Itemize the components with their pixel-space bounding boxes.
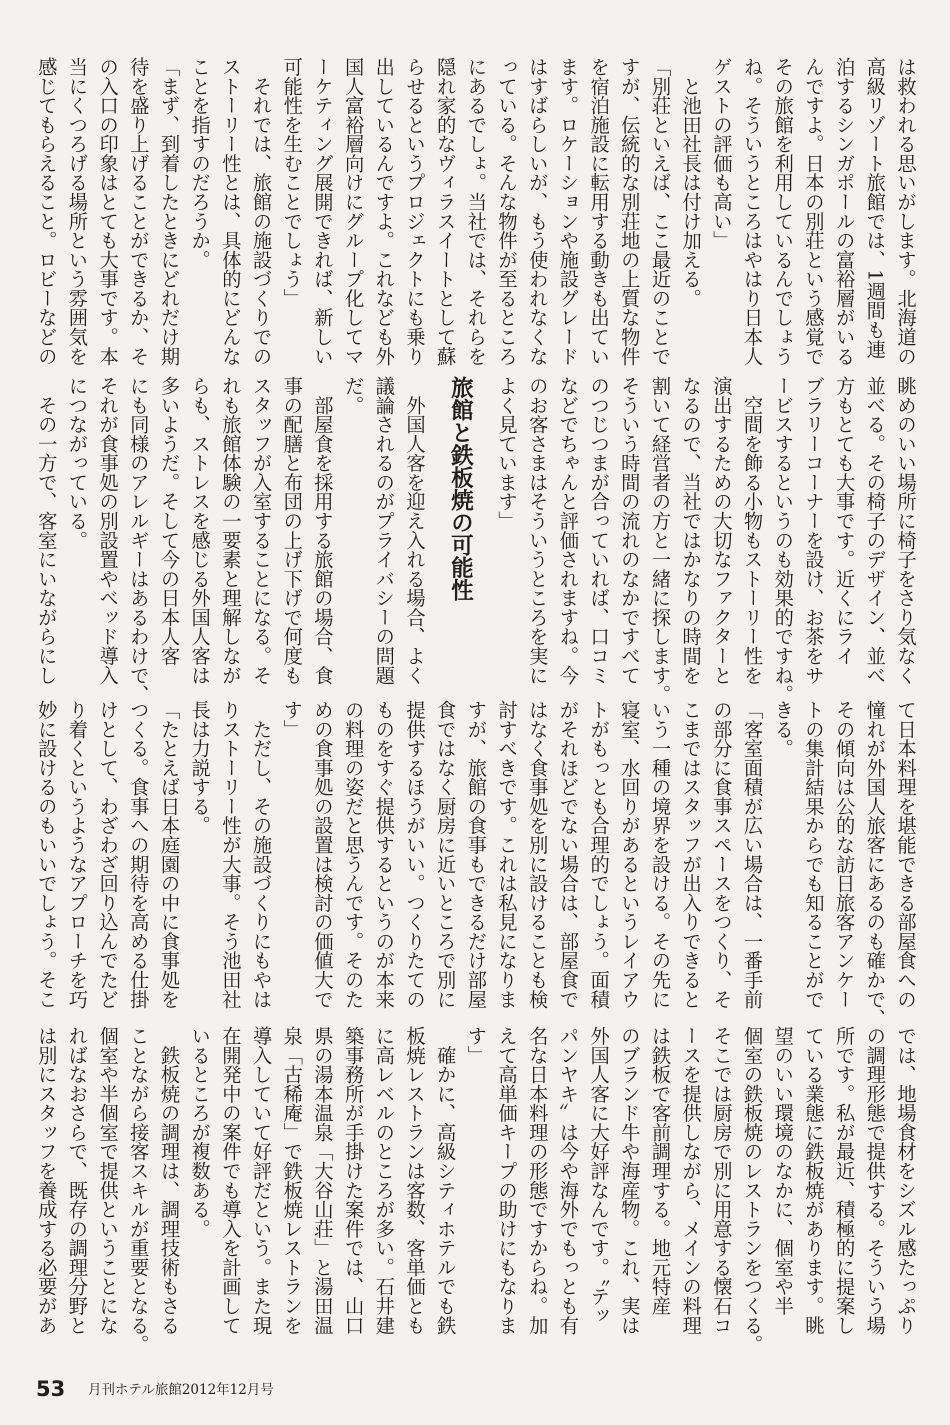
text-column: めの食事処の設置は検討の価値大で <box>310 700 334 1009</box>
text-column: すが、伝統的な別荘地の上質な物件 <box>617 57 641 366</box>
text-column: はすばらしいが、もう使われなくな <box>525 57 549 366</box>
text-column: よく見ています」 <box>495 376 519 531</box>
text-column: こまではスタッフが出入りできると <box>679 700 703 1009</box>
text-column: にも同様のアレルギーはあるわけで、 <box>126 376 150 704</box>
text-column: などでちゃんと評価されますね。今 <box>556 376 580 685</box>
text-column: はなく食事処を別に設けることも検 <box>525 700 549 1009</box>
text-column: 憧れが外国人旅客にあるのも確かで、 <box>863 700 887 1028</box>
text-column: す」 <box>280 700 304 739</box>
text-column: は別にスタッフを養成する必要があ <box>34 1026 58 1335</box>
text-column: 演出するための大切なファクターと <box>709 376 733 685</box>
text-column: ストーリー性とは、具体的にどんな <box>218 57 242 366</box>
text-column: 外国人客に大好評なんです。〝テッ <box>587 1026 611 1325</box>
text-column: んですよ。日本の別荘という感覚で <box>801 57 825 366</box>
text-column: 部屋食を採用する旅館の場合、食 <box>310 376 334 685</box>
text-column: 泊するシンガポールの富裕層がいる <box>832 57 856 366</box>
text-column: らも、ストレスを感じる外国人客は <box>188 376 212 685</box>
text-column: 名な日本料理の形態ですからね。加 <box>525 1026 549 1335</box>
text-column: 築事務所が手掛けた案件では、山口 <box>341 1026 365 1335</box>
text-column: がそれほどでない場合は、部屋食で <box>556 700 580 1009</box>
text-column: ービスするというのも効果的ですね。 <box>771 376 795 704</box>
text-column: っている。そんな物件が至るところ <box>495 57 519 366</box>
text-column: いう一種の境界を設ける。その先に <box>648 700 672 1009</box>
text-column: 長は力説する。 <box>188 700 212 836</box>
text-column: て日本料理を堪能できる部屋食への <box>894 700 917 1009</box>
text-column: の部分に食事スペースをつくり、そ <box>709 700 733 1009</box>
text-column: 妙に設けるのもいいでしょう。そこ <box>34 700 58 1009</box>
text-column: 事の配膳と布団の上げ下げで何度も <box>280 376 304 685</box>
text-column: ースを提供しながら、メインの料理 <box>679 1026 703 1335</box>
text-column: 当にくつろげる場所という雰囲気を <box>65 57 89 366</box>
text-column: らせるというプロジェクトにも乗り <box>403 57 426 366</box>
text-column: 提供するほうがいい。つくりたての <box>403 700 426 1009</box>
text-column: それが食事処の別設置やベッド導入 <box>96 376 120 685</box>
text-column: 高級リゾート旅館では、1週間も連 <box>863 57 887 359</box>
publication-name: 月刊ホテル旅館2012年12月号 <box>88 1382 274 1398</box>
text-column: 泉「古稀庵」で鉄板焼レストランを <box>280 1026 304 1335</box>
text-column: 多いようだ。そして今の日本人客 <box>157 376 181 666</box>
text-column: その傾向は公的な訪日旅客アンケー <box>832 700 856 1009</box>
text-column: ただし、その施設づくりにもやは <box>249 700 273 1009</box>
text-column: すが、旅館の食事もできるだけ部屋 <box>464 700 488 1009</box>
text-column: つくる。食事への期待を高める仕掛 <box>126 700 150 1009</box>
text-column: ことながら接客スキルが重要となる。 <box>126 1026 150 1354</box>
text-column: その旅館を利用しているんでしょう <box>771 57 795 366</box>
text-column: の調理形態で提供する。そういう場 <box>863 1026 887 1335</box>
text-column: トがもっとも合理的でしょう。面積 <box>587 700 611 1009</box>
text-column: 板焼レストランは客数、客単価とも <box>403 1026 426 1335</box>
text-column: 導入していて好評だという。また現 <box>249 1026 273 1335</box>
text-column: 外国人客を迎え入れる場合、よく <box>403 376 426 685</box>
text-column: 割いて経営者の方と一緒に探します。 <box>648 376 672 704</box>
section-heading: 旅館と鉄板焼の可能性 <box>447 376 474 601</box>
text-column: トの集計結果からでも知ることがで <box>801 700 825 1009</box>
text-column: 寝室、水回りがあるというレイアウ <box>617 700 641 1009</box>
text-column: パンヤキ〟は今や海外でもっとも有 <box>556 1026 580 1335</box>
text-column: 「客室面積が広い場合は、一番手前 <box>740 700 764 1009</box>
text-column: スタッフが入室することになる。そ <box>249 376 273 685</box>
text-column: 眺めのいい場所に椅子をさり気なく <box>894 376 917 685</box>
text-column: 在開発中の案件でも導入を計画して <box>218 1026 242 1335</box>
text-column: その一方で、客室にいながらにし <box>34 376 58 685</box>
text-column: 国人富裕層向けにグループ化してマ <box>341 57 365 366</box>
text-column: につながっている。 <box>65 376 89 550</box>
text-column: では、地場食材をシズル感たっぷり <box>894 1026 917 1335</box>
text-column: そういう時間の流れのなかですべて <box>617 376 641 685</box>
text-column: の入口の印象はとても大事です。本 <box>96 57 120 366</box>
article-tier-3 <box>30 700 920 1028</box>
text-column: ものをすぐ提供するというのが本来 <box>372 700 396 1009</box>
text-column: 個室の鉄板焼のレストランをつくる。 <box>740 1026 764 1354</box>
article-tier-4 <box>30 1026 920 1354</box>
text-column: の料理の姿だと思うんです。そのた <box>341 700 365 1009</box>
text-column: 食ではなく厨房に近いところで別に <box>433 700 457 1009</box>
text-column: にあるでしょ。当社では、それらを <box>464 57 488 366</box>
text-column: 所です。私が最近、積極的に提案し <box>832 1026 856 1335</box>
text-column: 討すべきです。これは私見になりま <box>495 700 519 1009</box>
text-column: それでは、旅館の施設づくりでの <box>249 57 273 366</box>
text-column: けとして、わざわざ回り込んでたど <box>96 700 120 1009</box>
text-column: ます。ロケーションや施設グレード <box>556 57 580 366</box>
text-column: ている業態に鉄板焼があります。眺 <box>801 1026 825 1335</box>
text-column: に高レベルのところが多い。石井建 <box>372 1026 396 1335</box>
text-column: は救われる思いがします。北海道の <box>894 57 917 366</box>
text-column: 鉄板焼の調理は、調理技術もさる <box>157 1026 181 1335</box>
text-column: ね。そういうところはやはり日本人 <box>740 57 764 366</box>
text-column: えて高単価キープの助けにもなりま <box>495 1026 519 1335</box>
text-column: 待を盛り上げることができるか、そ <box>126 57 150 366</box>
text-column: ればなおさらで、既存の調理分野と <box>65 1026 89 1335</box>
text-column: 「たとえば日本庭園の中に食事処を <box>157 700 181 1009</box>
text-column: きる。 <box>771 700 795 758</box>
text-column: 議論されるのがプライバシーの問題 <box>372 376 396 685</box>
text-column: と池田社長は付け加える。 <box>679 57 703 308</box>
article-tier-2 <box>30 376 920 704</box>
text-column: 隠れ家的なヴィラスイートとして蘇 <box>433 57 457 366</box>
text-column: 「まず、到着したときにどれだけ期 <box>157 57 181 366</box>
text-column: 空間を飾る小物もストーリー性を <box>740 376 764 685</box>
text-column: 望のいい環境のなかに、個室や半 <box>771 1026 795 1316</box>
text-column: す」 <box>464 1026 488 1065</box>
text-column: のお客さまはそういうところを実に <box>525 376 549 685</box>
text-column: り着くというようなアプローチを巧 <box>65 700 89 1009</box>
text-column: のブランド牛や海産物。これ、実は <box>617 1026 641 1335</box>
text-column: のつじつまが合っていれば、口コミ <box>587 376 611 685</box>
text-column: ブラリーコーナーを設け、お茶をサ <box>801 376 825 685</box>
text-column: れも旅館体験の一要素と理解しなが <box>218 376 242 685</box>
text-column: ゲストの評価も高い」 <box>709 57 733 250</box>
text-column: だ。 <box>341 376 365 415</box>
text-column: 個室や半個室で提供ということにな <box>96 1026 120 1335</box>
text-column: りストーリー性が大事。そう池田社 <box>218 700 242 1009</box>
text-column: 出しているんですよ。これなども外 <box>372 57 396 366</box>
text-column: いるところが複数ある。 <box>188 1026 212 1239</box>
text-column: ことを指すのだろうか。 <box>188 57 212 270</box>
text-column: 県の湯本温泉「大谷山荘」と湯田温 <box>310 1026 334 1335</box>
text-column: なるので、当社ではかなりの時間を <box>679 376 703 685</box>
text-column: 感じてもらえること。ロビーなどの <box>34 57 58 366</box>
text-column: ーケティング展開できれば、新しい <box>310 57 334 366</box>
text-column: 確かに、高級シティホテルでも鉄 <box>433 1026 457 1335</box>
text-column: は鉄板で客前調理する。地元特産 <box>648 1026 672 1316</box>
text-column: 「別荘といえば、ここ最近のことで <box>648 57 672 366</box>
text-column: 並べる。その椅子のデザイン、並べ <box>863 376 887 685</box>
text-column: 可能性を生むことでしょう」 <box>280 57 304 308</box>
text-column: 方もとても大事です。近くにライ <box>832 376 856 666</box>
page-number: 53 <box>36 1377 66 1401</box>
article-tier-1 <box>30 57 920 367</box>
text-column: を宿泊施設に転用する動きも出てい <box>587 57 611 366</box>
text-column: そこでは厨房で別に用意する懐石コ <box>709 1026 733 1335</box>
